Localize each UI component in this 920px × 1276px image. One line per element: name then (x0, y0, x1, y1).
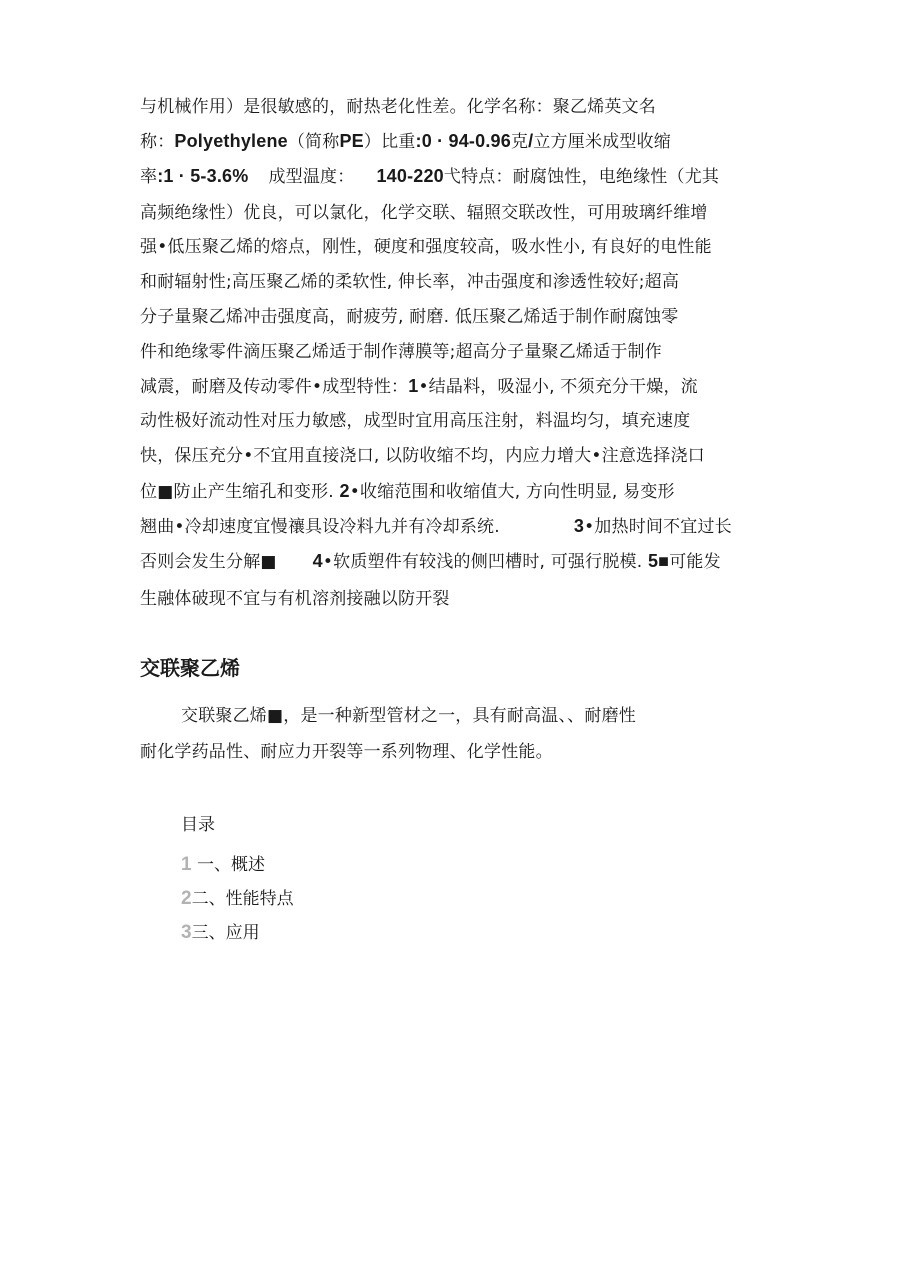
body-line-14: 否则会发生分解■ 4•软质塑件有较浅的侧凹槽时, 可强行脱模. 5■可能发 (140, 551, 721, 572)
toc-item-number: 3 (181, 922, 192, 943)
body-line-15: 生融体破现不宜与有机溶剂接融以防开裂 (140, 589, 450, 609)
body-line-9: 减震，耐磨及传动零件•成型特性：1•结晶料，吸湿小, 不须充分干燥，流 (140, 376, 698, 397)
section-paragraph-line-2: 耐化学药品性、耐应力开裂等一系列物理、化学性能。 (140, 742, 553, 762)
body-line-7: 分子量聚乙烯冲击强度高，耐疲劳, 耐磨. 低压聚乙烯适于制作耐腐蚀零 (140, 307, 679, 327)
body-line-4: 高频绝缘性）优良，可以氯化，化学交联、辐照交联改性，可用玻璃纤维增 (140, 203, 708, 223)
body-line-6: 和耐辐射性;高压聚乙烯的柔软性, 伸长率，冲击强度和渗透性较好;超高 (140, 272, 680, 292)
toc-item-label: 一、概述 (191, 855, 265, 875)
body-line-5: 强•低压聚乙烯的熔点，刚性，硬度和强度较高，吸水性小, 有良好的电性能 (140, 237, 712, 257)
section-heading: 交联聚乙烯 (140, 656, 240, 680)
body-line-12: 位■防止产生缩孔和变形. 2•收缩范围和收缩值大, 方向性明显, 易变形 (140, 481, 675, 502)
toc-item-1[interactable] (181, 854, 265, 876)
toc-item-label: 三、应用 (191, 923, 260, 943)
toc-item-label: 二、性能特点 (191, 889, 294, 909)
body-line-11: 快，保压充分•不宜用直接浇口, 以防收缩不均，内应力增大•注意选择浇口 (140, 446, 705, 466)
toc-item-number: 2 (181, 888, 192, 909)
body-line-1: 与机械作用）是很敏感的，耐热老化性差。化学名称：聚乙烯英文名 (140, 97, 656, 117)
body-line-3: 率:1 · 5-3.6% 成型温度： 140-220弋特点：耐腐蚀性，电绝缘性（尤其 (140, 166, 720, 187)
toc-item-3[interactable] (181, 922, 260, 944)
body-line-13: 翘曲•冷却速度宜慢禳具设冷料九并有冷却系统. 3•加热时间不宜过长 (140, 516, 732, 537)
section-paragraph-line-1: 交联聚乙烯■，是一种新型管材之一，具有耐高温、、耐磨性 (181, 706, 636, 726)
body-line-10: 动性极好流动性对压力敏感，成型时宜用高压注射，料温均匀，填充速度 (140, 411, 691, 431)
toc-item-number: 1 (181, 854, 192, 875)
toc-title: 目录 (181, 815, 215, 835)
body-line-8: 件和绝缘零件滴压聚乙烯适于制作薄膜等;超高分子量聚乙烯适于制作 (140, 342, 662, 362)
toc-item-2[interactable] (181, 888, 294, 910)
body-line-2: 称：Polyethylene（简称PE）比重:0 · 94-0.96克/立方厘米成型收缩 (140, 131, 671, 152)
